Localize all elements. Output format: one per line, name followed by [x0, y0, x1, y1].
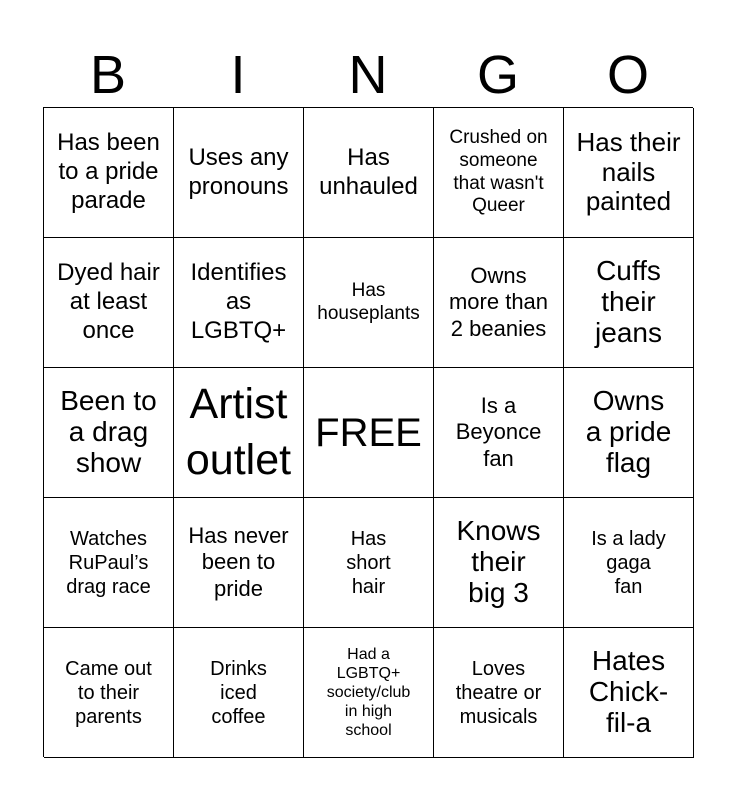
bingo-cell-text: Has never been to pride — [188, 522, 289, 601]
bingo-board — [43, 107, 693, 757]
bingo-cell-text: Drinks iced coffee — [210, 657, 267, 728]
bingo-cell-text: Came out to their parents — [65, 657, 152, 728]
header-letter-g: G — [476, 45, 519, 105]
bingo-cell-r1-c0[interactable] — [44, 238, 174, 368]
bingo-cell-r3-c0[interactable] — [44, 498, 174, 628]
bingo-cell-r2-c1[interactable] — [174, 368, 304, 498]
bingo-cell-text: Cuffs their jeans — [595, 255, 662, 348]
bingo-cell-text: Has their nails painted — [576, 126, 681, 217]
free-space[interactable] — [304, 368, 434, 498]
bingo-cell-r3-c4[interactable] — [564, 498, 694, 628]
bingo-cell-text: Has short hair — [346, 527, 391, 598]
bingo-cell-r4-c0[interactable] — [44, 628, 174, 758]
bingo-cell-r1-c2[interactable] — [304, 238, 434, 368]
bingo-cell-r0-c2[interactable] — [304, 108, 434, 238]
bingo-cell-r4-c4[interactable] — [564, 628, 694, 758]
bingo-cell-text: Has unhauled — [319, 143, 418, 200]
bingo-cell-r0-c1[interactable] — [174, 108, 304, 238]
bingo-cell-text: Has houseplants — [317, 279, 420, 324]
bingo-cell-text: Watches RuPaul’s drag race — [66, 527, 151, 598]
bingo-cell-r3-c1[interactable] — [174, 498, 304, 628]
bingo-cell-r2-c3[interactable] — [434, 368, 564, 498]
bingo-cell-text: Crushed on someone that wasn't Queer — [449, 126, 548, 217]
bingo-cell-text: Artist outlet — [185, 379, 292, 484]
bingo-cell-r0-c4[interactable] — [564, 108, 694, 238]
header-letter-i: I — [230, 45, 246, 105]
bingo-cell-r3-c3[interactable] — [434, 498, 564, 628]
bingo-cell-r2-c4[interactable] — [564, 368, 694, 498]
bingo-cell-r1-c3[interactable] — [434, 238, 564, 368]
bingo-cell-r1-c1[interactable] — [174, 238, 304, 368]
bingo-cell-text: Identifies as LGBTQ+ — [190, 259, 287, 344]
bingo-cell-r0-c3[interactable] — [434, 108, 564, 238]
bingo-cell-text: Dyed hair at least once — [57, 259, 160, 344]
bingo-cell-text: Owns more than 2 beanies — [448, 262, 549, 341]
header-letter-n: N — [348, 45, 388, 105]
bingo-cell-r4-c1[interactable] — [174, 628, 304, 758]
bingo-cell-text: Loves theatre or musicals — [455, 657, 542, 728]
bingo-cell-text: Uses any pronouns — [188, 143, 289, 200]
bingo-cell-r0-c0[interactable] — [44, 108, 174, 238]
free-space-label: FREE — [315, 410, 422, 455]
bingo-cell-r2-c0[interactable] — [44, 368, 174, 498]
bingo-cell-text: Been to a drag show — [60, 385, 157, 478]
bingo-cell-text: Owns a pride flag — [585, 385, 672, 478]
bingo-cell-text: Had a LGBTQ+ society/club in high school — [326, 645, 411, 740]
header-letter-o: O — [606, 45, 649, 105]
bingo-header — [43, 44, 693, 106]
bingo-cell-text: Knows their big 3 — [456, 515, 541, 608]
bingo-cell-r1-c4[interactable] — [564, 238, 694, 368]
bingo-cell-text: Is a lady gaga fan — [591, 527, 666, 598]
bingo-cell-text: Hates Chick- fil-a — [588, 645, 669, 738]
header-letter-b: B — [89, 45, 127, 105]
bingo-cell-text: Is a Beyonce fan — [455, 392, 542, 471]
bingo-cell-r4-c3[interactable] — [434, 628, 564, 758]
bingo-cell-text: Has been to a pride parade — [57, 129, 160, 214]
bingo-cell-r4-c2[interactable] — [304, 628, 434, 758]
bingo-cell-r3-c2[interactable] — [304, 498, 434, 628]
